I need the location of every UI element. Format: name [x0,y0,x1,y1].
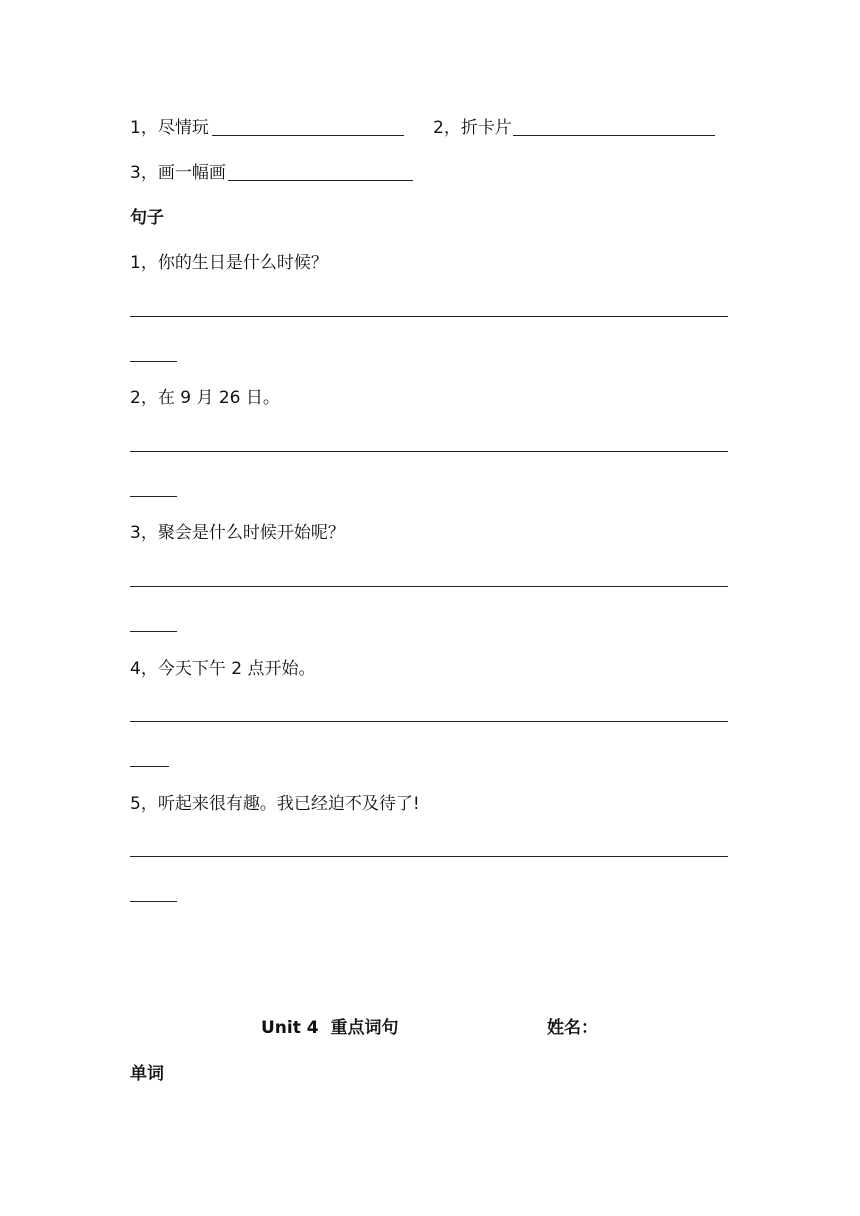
phrase-2-label: 2，折卡片 [433,118,512,138]
sentence-5-answer-line[interactable] [130,856,728,857]
unit-title: Unit 4 重点词句 [261,1018,399,1038]
sentence-1-answer-line[interactable] [130,316,728,317]
sentence-3-answer-line[interactable] [130,586,728,587]
name-label: 姓名： [547,1018,598,1038]
phrase-3-blank[interactable] [228,180,413,181]
sentence-3-answer-line-cont[interactable] [130,631,177,632]
sentence-2-prompt: 2，在 9 月 26 日。 [130,388,280,408]
sentence-5-answer-line-cont[interactable] [130,901,177,902]
phrase-1-blank[interactable] [212,135,404,136]
words-heading: 单词 [130,1064,164,1084]
phrase-1-label: 1，尽情玩 [130,118,209,138]
sentence-1-prompt: 1，你的生日是什么时候？ [130,253,328,273]
phrase-2-blank[interactable] [513,135,715,136]
sentence-4-prompt: 4，今天下午 2 点开始。 [130,659,316,679]
sentence-3-prompt: 3，聚会是什么时候开始呢？ [130,523,345,543]
phrase-3-label: 3，画一幅画 [130,163,226,183]
sentence-1-answer-line-cont[interactable] [130,361,177,362]
sentence-4-answer-line-cont[interactable] [130,766,169,767]
sentences-heading: 句子 [130,208,164,228]
sentence-2-answer-line[interactable] [130,451,728,452]
sentence-5-prompt: 5，听起来很有趣。我已经迫不及待了! [130,794,420,814]
sentence-2-answer-line-cont[interactable] [130,496,177,497]
sentence-4-answer-line[interactable] [130,721,728,722]
